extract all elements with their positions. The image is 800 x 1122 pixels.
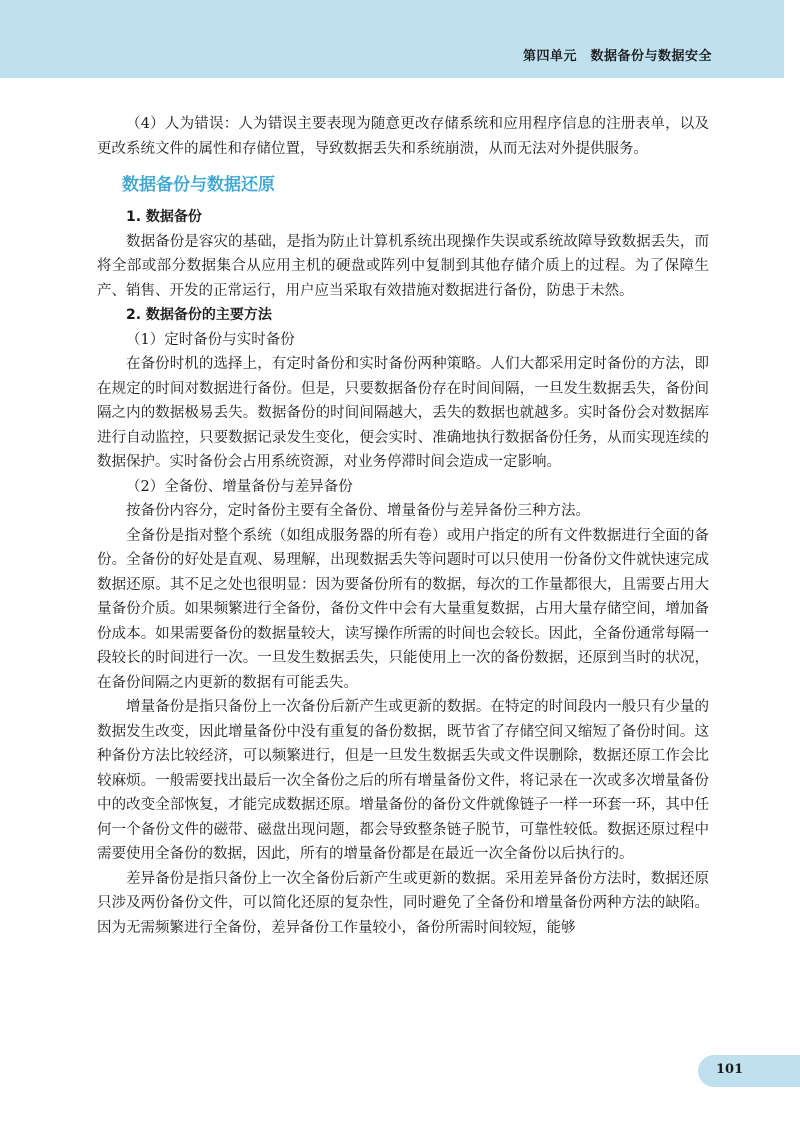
page-number-badge — [698, 1055, 800, 1087]
subheading-timing: （1）定时备份与实时备份 — [126, 331, 295, 348]
section-heading: 数据备份与数据还原 — [122, 175, 275, 195]
header-band — [0, 0, 784, 78]
paragraph-incremental-backup: 增量备份是指只备份上一次备份后新产生或更新的数据。在特定的时间段内一般只有少量的数据发生改变，因此增量备份中没有重复的备份数据，既节省了存储空间又缩短了备份时间。这种备份方法比较经济，可以频繁进行，但是一旦发生数据丢失或文件误删除，数据还原工作会比较麻烦。一般需要找出最后一次全备份之后的所有增量备份文件，将记录在一次或多次增量备份中的改变全部恢复，才能完成数据还原。增量备份的备份文件就像链子一样一环套一环，其中任何一个备份文件的磁带、磁盘出现问题，都会导致整条链子脱节，可靠性较低。数据还原过程中需要使用全备份的数据，因此，所有的增量备份都是在最近一次全备份以后执行的。 — [97, 699, 709, 862]
heading-data-backup: 1. 数据备份 — [126, 209, 202, 225]
paragraph-full-backup: 全备份是指对整个系统（如组成服务器的所有卷）或用户指定的所有文件数据进行全面的备份。全备份的好处是直观、易理解，出现数据丢失等问题时可以只使用一份备份文件就快速完成数据还原。其不足之处也很明显：因为要备份所有的数据，每次的工作量都很大，且需要占用大量备份介质。如果频繁进行全备份，备份文件中会有大量重复数据，占用大量存储空间，增加备份成本。如果需要备份的数据量较大，读写操作所需的时间也会较长。因此，全备份通常每隔一段较长的时间进行一次。一旦发生数据丢失，只能使用上一次的备份数据，还原到当时的状况，在备份间隔之内更新的数据有可能丢失。 — [97, 527, 709, 691]
paragraph-backup-definition: 数据备份是容灾的基础，是指为防止计算机系统出现操作失误或系统故障导致数据丢失，而将全部或部分数据集合从应用主机的硬盘或阵列中复制到其他存储介质上的过程。为了保障生产、销售、开发的正常运行，用户应当采取有效措施对数据进行备份，防患于未然。 — [97, 233, 709, 299]
running-header-title: 第四单元 数据备份与数据安全 — [522, 49, 712, 64]
paragraph-human-error: （4）人为错误：人为错误主要表现为随意更改存储系统和应用程序信息的注册表单，以及更改系统文件的属性和存储位置，导致数据丢失和系统崩溃，从而无法对外提供服务。 — [97, 116, 709, 157]
page-content — [97, 112, 709, 940]
page-number: 101 — [716, 1062, 744, 1077]
subheading-backup-types: （2）全备份、增量备份与差异备份 — [126, 478, 353, 495]
paragraph-timing: 在备份时机的选择上，有定时备份和实时备份两种策略。人们大都采用定时备份的方法，即在规定的时间对数据进行备份。但是，只要数据备份存在时间间隔，一旦发生数据丢失，备份间隔之内的数据极易丢失。数据备份的时间间隔越大，丢失的数据也就越多。实时备份会对数据库进行自动监控，只要数据记录发生变化，便会实时、准确地执行数据备份任务，从而实现连续的数据保护。实时备份会占用系统资源，对业务停滞时间会造成一定影响。 — [97, 356, 709, 470]
paragraph-three-methods: 按备份内容分，定时备份主要有全备份、增量备份与差异备份三种方法。 — [126, 503, 590, 519]
paragraph-differential-backup: 差异备份是指只备份上一次全备份后新产生或更新的数据。采用差异备份方法时，数据还原只涉及两份备份文件，可以简化还原的复杂性，同时避免了全备份和增量备份两种方法的缺陷。因为无需频繁进行全备份，差异备份工作量较小，备份所需时间较短，能够 — [97, 870, 709, 936]
heading-backup-methods: 2. 数据备份的主要方法 — [126, 307, 272, 323]
